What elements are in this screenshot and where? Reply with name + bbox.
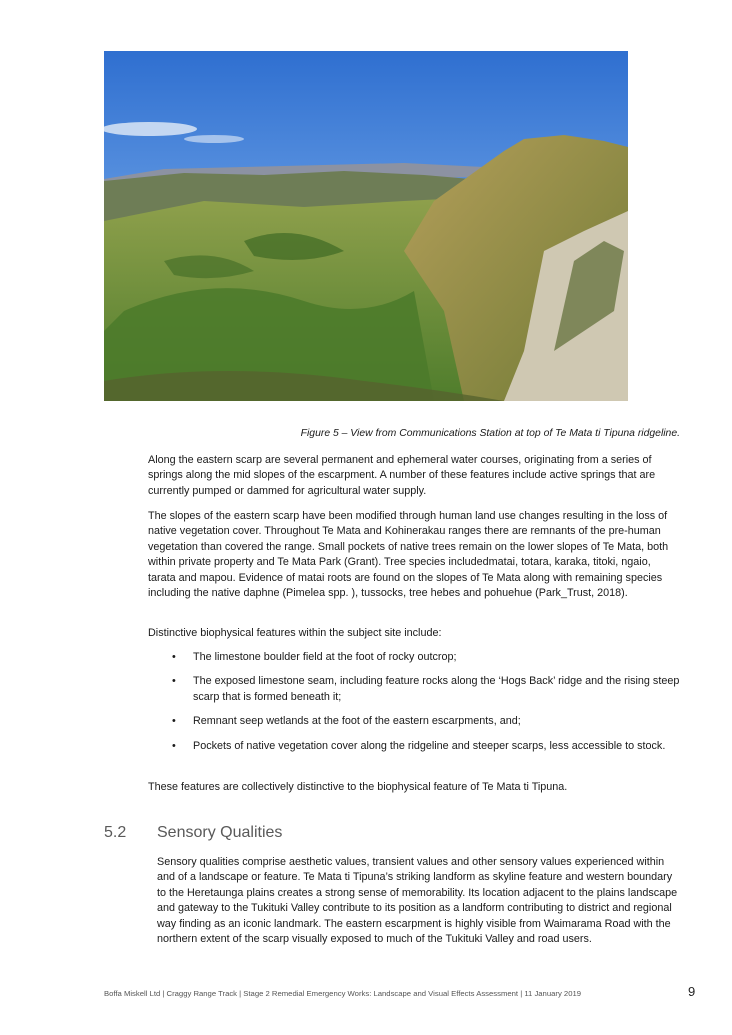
page-number: 9 [688,984,696,999]
paragraph-text: Sensory qualities comprise aesthetic values, transient values and other sensory values experienced within and of a landscape or feature. Te Mata ti Tipuna’s striking landform as skyline feature and western boundary to the Heretaunga plains creates a strong sense of memorability. Its location adjacent to the plains landscape and gateway to the Tukituki Valley contribute to its position as a landform contributing to district and regional way finding as an iconic landmark. The eastern escarpment is highly visible from Waimarama Road with the northern extent of the scarp visually exposed to much of the Tukituki Valley and road users. [157,856,678,946]
section-number: 5.2 [104,824,127,841]
paragraph-vegetation [148,509,680,609]
paragraph-text: Along the eastern scarp are several permanent and ephemeral water courses, originating from a series of springs along the mid slopes of the escarpment. A number of these features include active springs that are currently pumped or dammed for agricultural water supply. [148,454,656,497]
list-item [148,650,680,665]
list-item-text: The exposed limestone seam, including feature rocks along the ‘Hogs Back’ ridge and the rising steep scarp that is formed beneath it; [193,675,680,703]
paragraph-sensory-qualities [157,855,680,955]
paragraph-text: The slopes of the eastern scarp have been modified through human land use changes resulting in the loss of native vegetation cover. Throughout Te Mata and Kohinerakau ranges there are remnants of the pre-human vegetation than covered the range. Small pockets of native trees remain on the lower slopes of Te Mata, both within private property and Te Mata Park (Grant). Tree species includedmatai, totara, karaka, titoki, ngaio, tarata and mapou. Evidence of matai roots are found on the slopes of Te Mata along with remaining species including the native daphne (Pimelea spp. ), tussocks, tree hebes and pohuehue (Park_Trust, 2018). [148,510,669,600]
page-footer: Boffa Miskell Ltd | Craggy Range Track | Stage 2 Remedial Emergency Works: Landscape and Visual Effects Assessment | 11 January 2019 [104,989,582,998]
figure-caption: Figure 5 – View from Communications Station at top of Te Mata ti Tipuna ridgeline. [300,428,680,439]
feature-list [148,650,680,763]
list-item-text: The limestone boulder field at the foot of rocky outcrop; [193,651,457,663]
section-title: Sensory Qualities [157,824,283,841]
list-item [148,714,680,729]
paragraph-text: Distinctive biophysical features within the subject site include: [148,627,442,639]
bullet-icon: • [172,715,176,728]
bullet-icon: • [172,675,176,688]
paragraph-features-summary [148,780,680,803]
list-item [148,739,680,754]
bullet-icon: • [172,739,176,752]
list-item [148,674,680,705]
bullet-icon: • [172,651,176,663]
paragraph-features-intro [148,626,680,649]
list-item-text: Remnant seep wetlands at the foot of the eastern escarpments, and; [193,715,521,728]
landscape-photo [104,51,628,401]
paragraph-text: These features are collectively distinctive to the biophysical feature of Te Mata ti Tipuna. [148,781,568,793]
section-heading [104,822,664,844]
paragraph-water-courses [148,453,680,507]
list-item-text: Pockets of native vegetation cover along the ridgeline and steeper scarps, less accessible to stock. [193,739,666,752]
